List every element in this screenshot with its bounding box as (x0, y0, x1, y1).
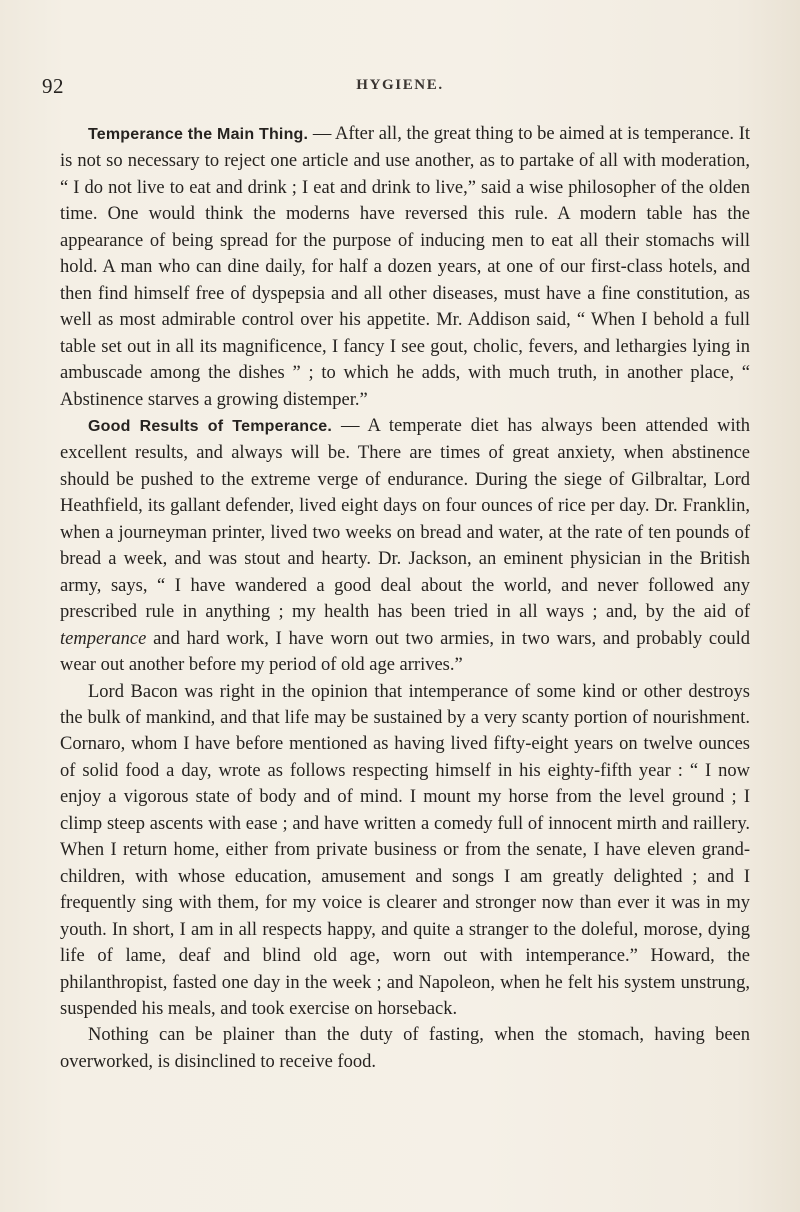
body-text (60, 121, 750, 1075)
paragraph-text: and hard work, I have worn out two armies, in two wars, and probably could wear out another before my period of old age arrives.” (60, 628, 750, 676)
paragraph-fasting: Nothing can be plainer than the duty of fasting, when the stomach, having been overworked, is disinclined to receive food. (60, 1025, 750, 1072)
running-head: HYGIENE. (356, 77, 444, 93)
page-number: 92 (42, 74, 64, 98)
paragraph-temperance-main-thing (60, 121, 750, 413)
paragraph-lord-bacon: Lord Bacon was right in the opinion that intemperance of some kind or other destroys the bulk of mankind, and that life may be sustained by a very scanty portion of nourishment. Cornaro, whom I have before mentioned as having lived fifty-eight years on twelve ounces of solid food a day, wrote as follows respecting himself in his eighty-fifth year : “ I now enjoy a vigorous state of body and of mind. I mount my horse from the level ground ; I climp steep ascents with ease ; and have written a comedy full of innocent mirth and raillery. When I return home, either from private business or from the senate, I have eleven grand-children, with whose education, amusement and songs I am greatly delighted ; and I frequently sing with them, for my voice is clearer and stronger now than ever it was in my youth. In short, I am in all respects happy, and quite a stranger to the doleful, morose, dying life of lame, deaf and blind old age, worn out with intemperance.” Howard, the philanthropist, fasted one day in the week ; and Napoleon, when he felt his system unstrung, suspended his meals, and took exercise on horseback. (60, 681, 750, 1019)
italic-word: temperance (60, 628, 147, 649)
heading-dash: — (332, 415, 368, 436)
heading-dash: — (308, 124, 335, 144)
paragraph-text: A temperate diet has always been attended with excellent results, and always will be. There are times of great anxiety, when abstinence should be pushed to the extreme verge of endurance. During the siege of Gilbraltar, Lord Heathfield, its gallant defender, lived eight days on four ounces of rice per day. Dr. Franklin, when a journeyman printer, lived two weeks on bread and water, at the rate of ten pounds of bread a week, and was stout and hearty. Dr. Jackson, an eminent physician in the British army, says, “ I have wandered a good deal about the world, and never followed any prescribed rule in anything ; my health has been tried in all ways ; and, by the aid of (60, 415, 751, 623)
section-heading: Good Results of Temperance. (88, 417, 333, 435)
page-header (42, 74, 758, 104)
paragraph-text: After all, the great thing to be aimed at is temperance. It is not so necessary to reject one article and use another, as to partake of all with moderation, “ I do not live to eat and drink ; I eat and drink to live,” said a wise philosopher of the olden time. One would think the moderns have reversed this rule. A modern table has the appearance of being spread for the purpose of inducing men to eat all their stomachs will hold. A man who can dine daily, for half a dozen years, at one of our first-class hotels, and then find himself free of dyspepsia and all other diseases, must have a fine constitution, as well as most admirable control over his appetite. Mr. Addison said, “ When I behold a full table set out in all its magnificence, I fancy I see gout, cholic, fevers, and lethargies lying in ambuscade among the dishes ” ; to which he adds, with much truth, in another place, “ Abstinence starves a growing distemper.” (60, 124, 751, 410)
paragraph-good-results (60, 413, 750, 679)
section-heading: Temperance the Main Thing. (88, 126, 309, 143)
